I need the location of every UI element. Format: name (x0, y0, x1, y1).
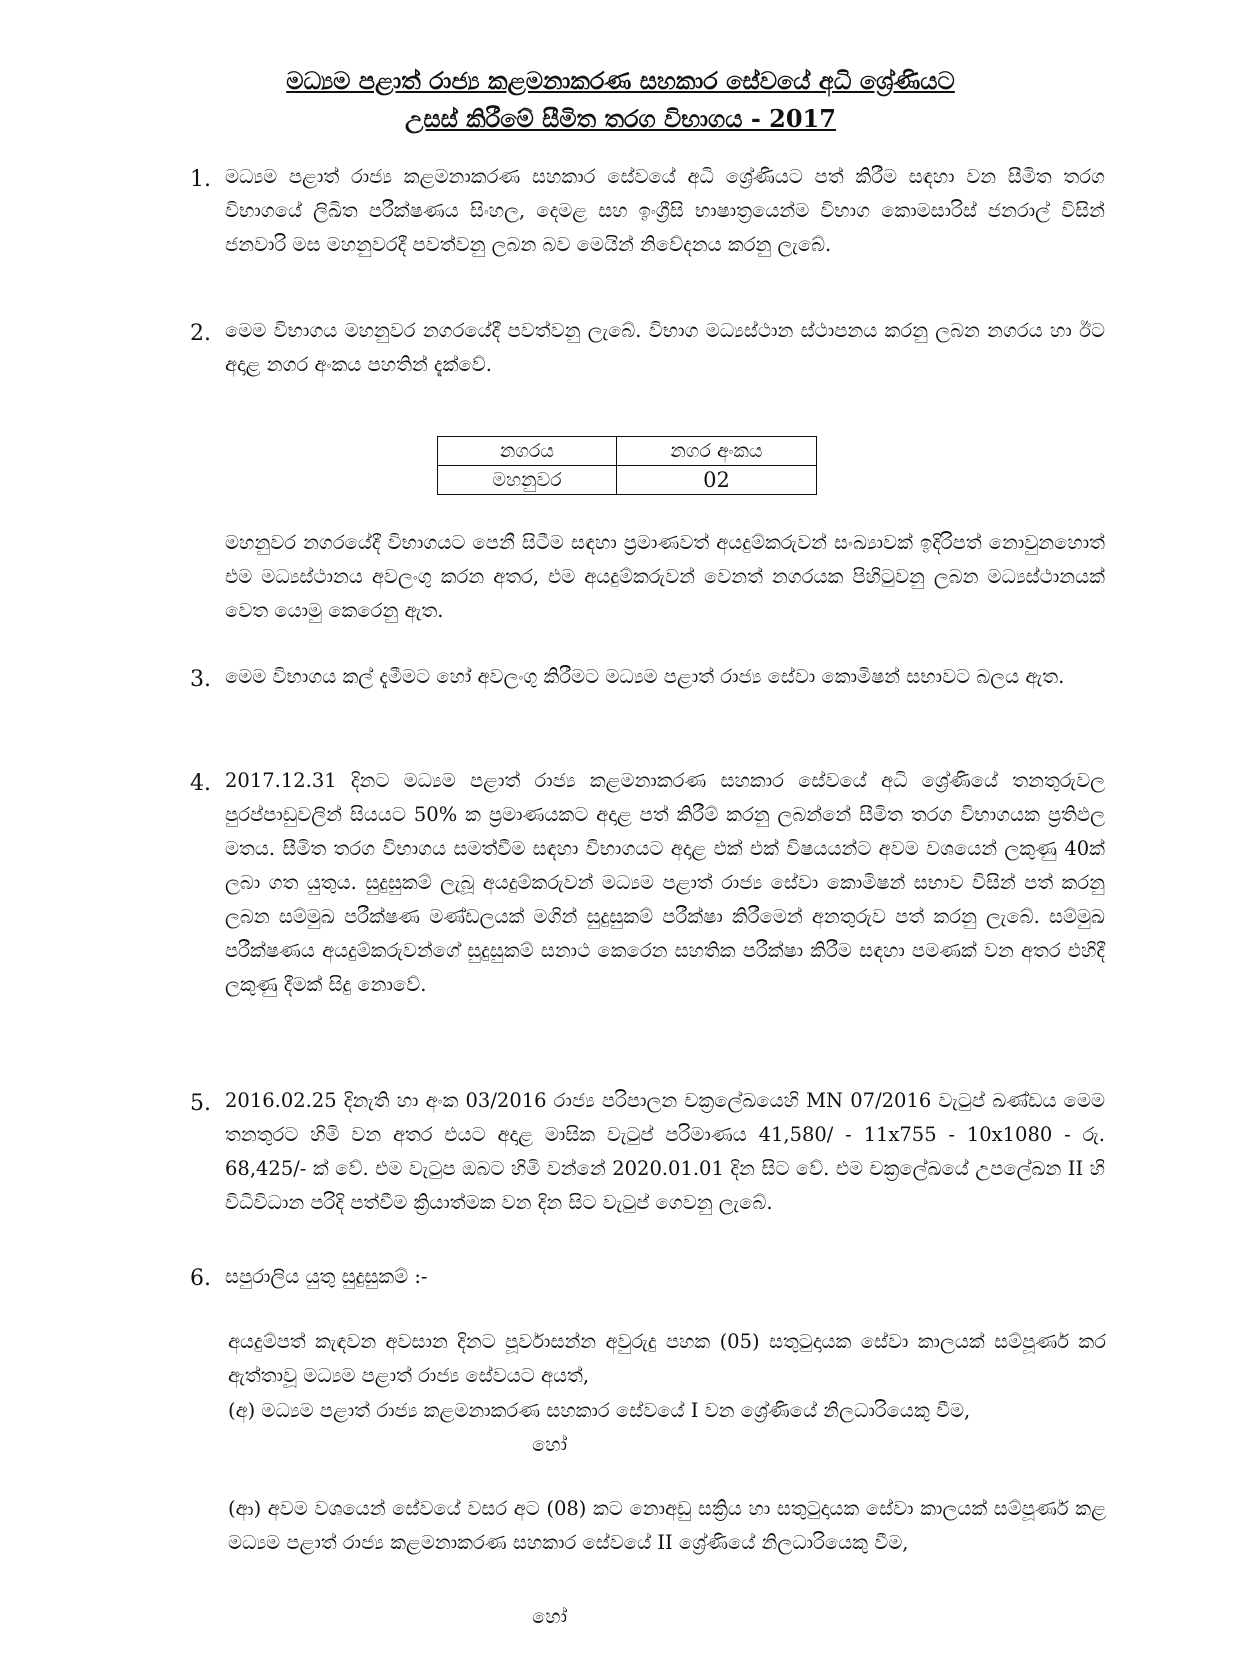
city-table-row (438, 466, 817, 495)
qualification-separator-1: හෝ (532, 1433, 568, 1456)
section-3-text: මෙම විභාගය කල් දැමීමට හෝ අවලංගු කිරීමට මධ්‍යම පළාත් රාජ්‍ය සේවා කොමිෂන් සභාවට බලය ඇත. (225, 665, 1065, 688)
city-table-header-city: නගරය (438, 437, 617, 466)
section-2-text: මෙම විභාගය මහනුවර නගරයේදී පවත්වනු ලැබේ. විභාග මධ්‍යස්ථාන ස්ථාපනය කරනු ලබන නගරය හා ඊට අදාළ නගර අංකය පහතින් දැක්වේ. (225, 319, 1105, 376)
qualification-separator-2: හෝ (532, 1605, 568, 1628)
section-6-text: සපුරාලිය යුතු සුදුසුකම් :- (225, 1265, 428, 1288)
section-1-number: 1. (190, 167, 211, 192)
city-table-cell-city-number: 02 (617, 466, 817, 495)
city-table-header-city-number: නගර අංකය (617, 437, 817, 466)
section-4-text: 2017.12.31 දිනට මධ්‍යම පළාත් රාජ්‍ය කළමනාකරණ සහකාර සේවයේ අධි ශ්‍රේණියේ තනතුරුවල පුරප්පාඩුවලින් සියයට 50% ක ප්‍රමාණයකට අදාළ පත් කිරීම් කරනු ලබන්නේ සීමිත තරග විභාගයක ප්‍රතිඵල මතය. සීමිත තරග විභාගය සමත්වීම සඳහා විභාගයට අදාළ එක් එක් විෂයයන්ට අවම වශයෙන් ලකුණු 40ක් ලබා ගත යුතුය. සුදුසුකම් ලැබූ අයදුම්කරුවන් මධ්‍යම පළාත් රාජ්‍ය සේවා කොමිෂන් සභාව විසින් පත් කරනු ලබන සම්මුඛ පරීක්ෂණ මණ්ඩලයක් මගින් සුදුසුකම් පරීක්ෂා කිරීමෙන් අනතුරුව පත් කරනු ලැබේ. සම්මුඛ පරීක්ෂණය අයදුම්කරුවන්ගේ සුදුසුකම් සනාථ කෙරෙන සහතික පරීක්ෂා කිරීම සඳහා පමණක් වන අතර එහිදී ලකුණු දීමක් සිදු නොවේ. (225, 769, 1105, 996)
qualification-option-b: (ආ) අවම වශයෙන් සේවයේ වසර අට (08) කට නොඅඩු සක්‍රිය හා සතුටුදායක සේවා කාලයක් සම්පූර්ණ කළ මධ්‍යම පළාත් රාජ්‍ය කළමනාකරණ සහකාර සේවයේ II ශ්‍රේණියේ නිලධාරියෙකු වීම, (228, 1497, 1106, 1554)
document-title-line-1: මධ්‍යම පළාත් රාජ්‍ය කළමනාකරණ සහකාර සේවයේ අධි ශ්‍රේණියට (286, 66, 955, 95)
section-4-number: 4. (190, 771, 211, 796)
qualification-intro: අයදුම්පත් කැඳවන අවසාන දිනට පූර්වාසන්න අවුරුදු පහක (05) සතුටුදායක සේවා කාලයක් සම්පූර්ණ කර ඇත්තාවූ මධ්‍යම පළාත් රාජ්‍ය සේවයට අයත්, (228, 1330, 1106, 1387)
section-1-text: මධ්‍යම පළාත් රාජ්‍ය කළමනාකරණ සහකාර සේවයේ අධි ශ්‍රේණියට පත් කිරීම සඳහා වන සීමිත තරග විභාගයේ ලිඛිත පරීක්ෂණය සිංහල, දෙමළ සහ ඉංග්‍රීසි භාෂාත්‍රයෙන්ම විභාග කොමසාරිස් ජනරාල් විසින් ජනවාරි මස මහනුවරදී පවත්වනු ලබන බව මෙයින් නිවේදනය කරනු ලැබේ. (225, 165, 1105, 256)
qualification-option-a: (අ) මධ්‍යම පළාත් රාජ්‍ය කළමනාකරණ සහකාර සේවයේ I වන ශ්‍රේණියේ නිලධාරියෙකු වීම, (228, 1399, 971, 1422)
city-table (437, 436, 817, 495)
section-5-text: 2016.02.25 දිනැති හා අංක 03/2016 රාජ්‍ය පරිපාලන චක්‍රලේඛයෙහි MN 07/2016 වැටුප් ඛණ්ඩය මෙම තනතුරට හිමි වන අතර එයට අදාළ මාසික වැටුප් පරිමාණය 41,580/ - 11x755 - 10x1080 - රු. 68,425/- ක් වේ. එම වැටුප ඔබට හිමි වන්නේ 2020.01.01 දින සිට වේ. එම චක්‍රලේඛයේ උපලේඛන II හි විධිවිධාන පරිදි පත්වීම ක්‍රියාත්මක වන දින සිට වැටුප් ගෙවනු ලැබේ. (225, 1089, 1105, 1214)
document-title-line-2: උසස් කිරීමේ සීමිත තරග විභාගය - 2017 (405, 104, 836, 133)
section-2-number: 2. (190, 321, 211, 346)
city-table-cell-city: මහනුවර (438, 466, 617, 495)
section-5-number: 5. (190, 1091, 211, 1116)
section-3-number: 3. (190, 667, 211, 692)
section-2-note: මහනුවර නගරයේදී විභාගයට පෙනී සිටීම සඳහා ප්‍රමාණවත් අයදුම්කරුවන් සංඛ්‍යාවක් ඉදිරිපත් නොවුනහොත් එම මධ්‍යස්ථානය අවලංගු කරන අතර, එම අයදුම්කරුවන් වෙනත් නගරයක පිහිටුවනු ලබන මධ්‍යස්ථානයක් වෙත යොමු කෙරෙනු ඇත. (225, 531, 1105, 622)
section-6-number: 6. (190, 1266, 211, 1291)
city-table-header-row (438, 437, 817, 466)
